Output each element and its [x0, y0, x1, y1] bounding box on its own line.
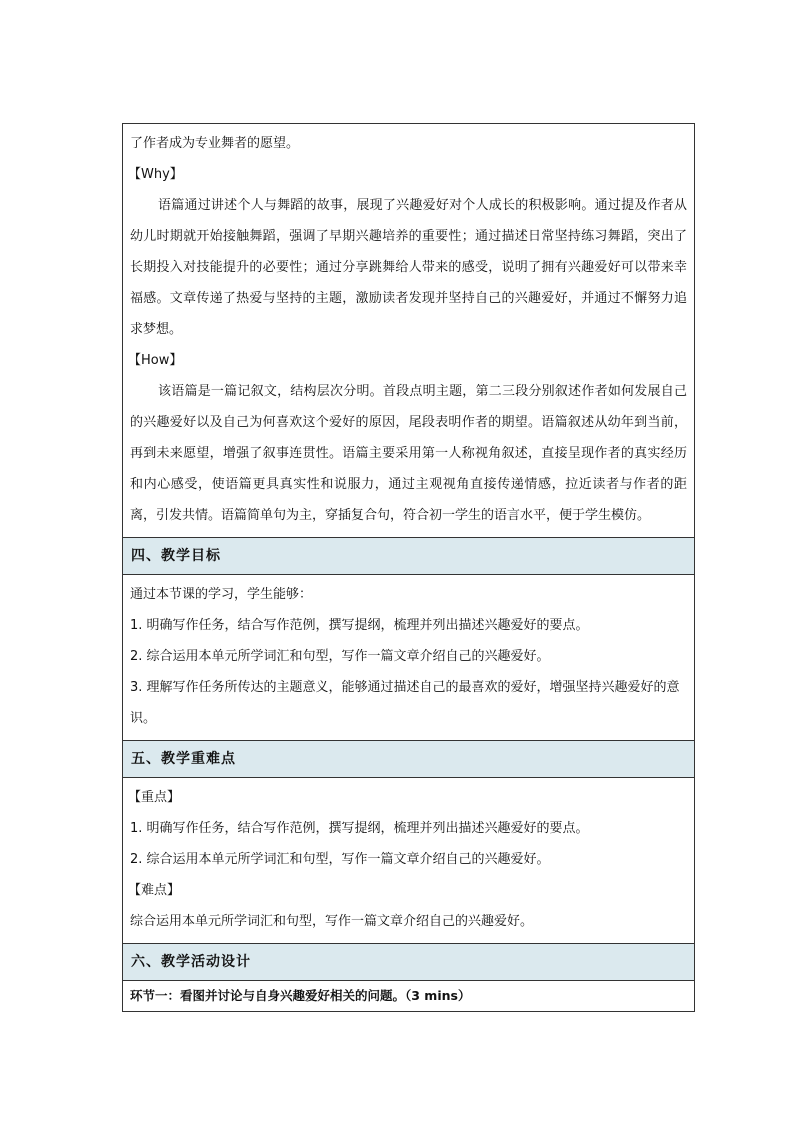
key-points-heading: 五、教学重难点: [123, 741, 694, 777]
objective-item: 1. 明确写作任务，结合写作范例，撰写提纲，梳理并列出描述兴趣爱好的要点。: [130, 618, 589, 633]
key-points-section: [123, 740, 694, 777]
focus-label: 【重点】: [128, 790, 181, 805]
why-label: 【Why】: [128, 167, 183, 182]
objectives-intro: 通过本节课的学习，学生能够：: [130, 587, 313, 602]
objectives-body: [123, 574, 694, 740]
activities-body: [123, 980, 694, 1011]
activities-heading: 六、教学活动设计: [123, 944, 694, 980]
focus-item: 1. 明确写作任务，结合写作范例，撰写提纲，梳理并列出描述兴趣爱好的要点。: [130, 821, 589, 836]
activity-step-1: 环节一：看图并讨论与自身兴趣爱好相关的问题。（3 mins）: [130, 988, 471, 1003]
activities-section: [123, 943, 694, 980]
how-label: 【How】: [128, 353, 183, 368]
key-points-body: [123, 777, 694, 943]
difficulty-label: 【难点】: [128, 883, 181, 898]
lesson-plan-table: [122, 123, 695, 1012]
objectives-heading: 四、教学目标: [123, 538, 694, 574]
analysis-continuation: 了作者成为专业舞者的愿望。: [130, 136, 300, 151]
difficulty-text: 综合运用本单元所学词汇和句型，写作一篇文章介绍自己的兴趣爱好。: [130, 914, 534, 929]
objective-item: 2. 综合运用本单元所学词汇和句型，写作一篇文章介绍自己的兴趣爱好。: [130, 649, 550, 664]
analysis-section: [123, 124, 694, 537]
how-paragraph: 该语篇是一篇记叙文，结构层次分明。首段点明主题，第二三段分别叙述作者如何发展自己的兴趣爱好以及自己为何喜欢这个爱好的原因，尾段表明作者的期望。语篇叙述从幼年到当前，再到未来愿望，增强了叙事连贯性。语篇主要采用第一人称视角叙述，直接呈现作者的真实经历和内心感受，使语篇更具真实性和说服力，通过主观视角直接传递情感，拉近读者与作者的距离，引发共情。语篇简单句为主，穿插复合句，符合初一学生的语言水平，便于学生模仿。: [130, 384, 687, 523]
why-paragraph: 语篇通过讲述个人与舞蹈的故事，展现了兴趣爱好对个人成长的积极影响。通过提及作者从幼儿时期就开始接触舞蹈，强调了早期兴趣培养的重要性；通过描述日常坚持练习舞蹈，突出了长期投入对技能提升的必要性；通过分享跳舞给人带来的感受，说明了拥有兴趣爱好可以带来幸福感。文章传递了热爱与坚持的主题，激励读者发现并坚持自己的兴趣爱好，并通过不懈努力追求梦想。: [130, 198, 687, 337]
focus-item: 2. 综合运用本单元所学词汇和句型，写作一篇文章介绍自己的兴趣爱好。: [130, 852, 550, 867]
objective-item: 3. 理解写作任务所传达的主题意义，能够通过描述自己的最喜欢的爱好，增强坚持兴趣爱好的意识。: [130, 680, 680, 726]
objectives-section: [123, 537, 694, 574]
